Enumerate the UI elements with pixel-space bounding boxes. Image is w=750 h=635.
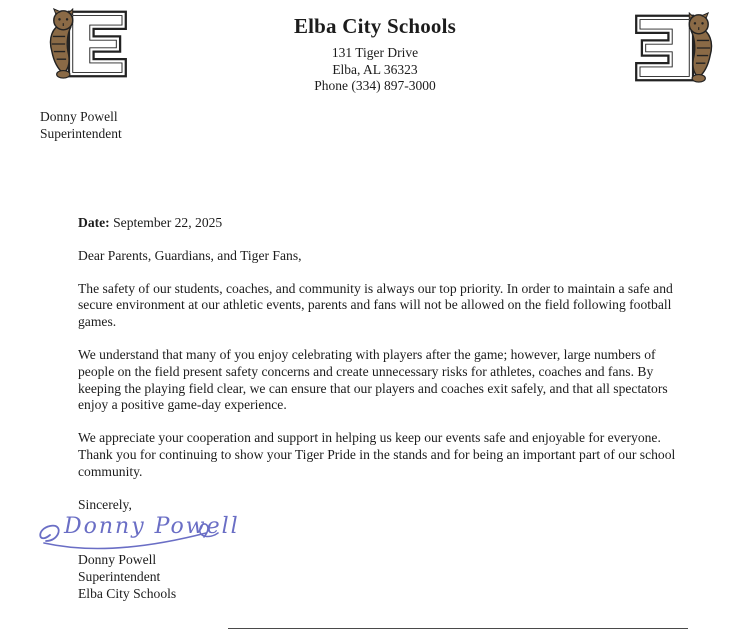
paragraph-1: The safety of our students, coaches, and community is always our top priority. In order to maintain a safe and secure environment at our athletic events, parents and fans will not be allowed on the field following football games. [78, 280, 673, 330]
sender-title: Superintendent [40, 125, 122, 141]
address-line-2: Elba, AL 36323 [332, 61, 418, 77]
salutation: Dear Parents, Guardians, and Tiger Fans, [78, 247, 302, 263]
signature-script-text: Donny Powell [64, 514, 240, 539]
letter-body [78, 215, 678, 602]
closing: Sincerely, [78, 496, 132, 512]
address-line-1: 131 Tiger Drive [331, 45, 419, 60]
date-line [78, 215, 678, 232]
paragraph-2: We understand that many of you enjoy celebrating with players after the game; however, large numbers of people on the field present safety concerns and create unnecessary risks for athletes, coaches and fans. By keeping the playing field clear, we can ensure that our players and coaches exit safely, and that all spectators enjoy a positive game-day experience. [78, 346, 668, 413]
sender-name: Donny Powell [40, 109, 118, 124]
date-label: Date: [78, 215, 110, 230]
school-name: Elba City Schools [293, 14, 457, 38]
signature-block [78, 552, 678, 602]
signature-name: Donny Powell [78, 552, 157, 568]
letterhead [0, 14, 750, 95]
date-value: September 22, 2025 [109, 215, 223, 230]
phone-line: Phone (334) 897-3000 [314, 78, 436, 93]
signature-org: Elba City Schools [78, 585, 177, 601]
signature-space [78, 529, 678, 552]
signature-title: Superintendent [78, 568, 161, 584]
bottom-scan-line [228, 628, 688, 629]
sender-block [40, 109, 122, 142]
paragraph-3: We appreciate your cooperation and support in helping us keep our events safe and enjoyable for everyone. Thank you for continuing to show your Tiger Pride in the stands and for being an important part of our school community. [78, 430, 676, 479]
